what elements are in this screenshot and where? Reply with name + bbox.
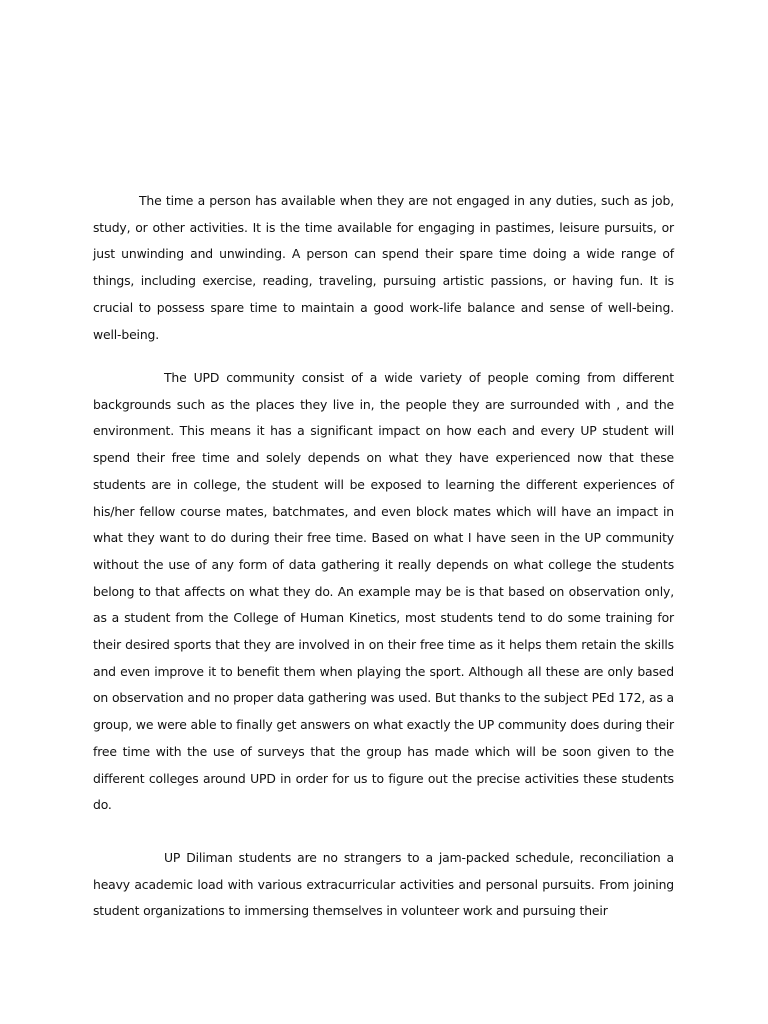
paragraph-leisure-definition: The time a person has available when they are not engaged in any duties, such as job, study, or other activities. It is the time available for engaging in pastimes, leisure pursuits, or just unwinding and unwinding. A person can spend their spare time doing a wide range of things, including exercise, reading, traveling, pursuing artistic passions, or having fun. It is crucial to possess spare time to maintain a good work-life balance and sense of well-being. well-being. <box>93 193 674 342</box>
paragraph-up-diliman-students: UP Diliman students are no strangers to a jam-packed schedule, reconciliation a heavy academic load with various extracurricular activities and personal pursuits. From joining student organizations to immersing themselves in volunteer work and pursuing their <box>93 850 674 919</box>
paragraph-upd-community: The UPD community consist of a wide variety of people coming from different backgrounds such as the places they live in, the people they are surrounded with , and the environment. This means it has a significant impact on how each and every UP student will spend their free time and solely depends on what they have experienced now that these students are in college, the student will be exposed to learning the different experiences of his/her fellow course mates, batchmates, and even block mates which will have an impact in what they want to do during their free time. Based on what I have seen in the UP community without the use of any form of data gathering it really depends on what college the students belong to that affects on what they do. An example may be is that based on observation only, as a student from the College of Human Kinetics, most students tend to do some training for their desired sports that they are involved in on their free time as it helps them retain the skills and even improve it to benefit them when playing the sport. Although all these are only based on observation and no proper data gathering was used. But thanks to the subject PEd 172, as a group, we were able to finally get answers on what exactly the UP community does during their free time with the use of surveys that the group has made which will be soon given to the different colleges around UPD in order for us to figure out the precise activities these students do. <box>93 370 674 813</box>
